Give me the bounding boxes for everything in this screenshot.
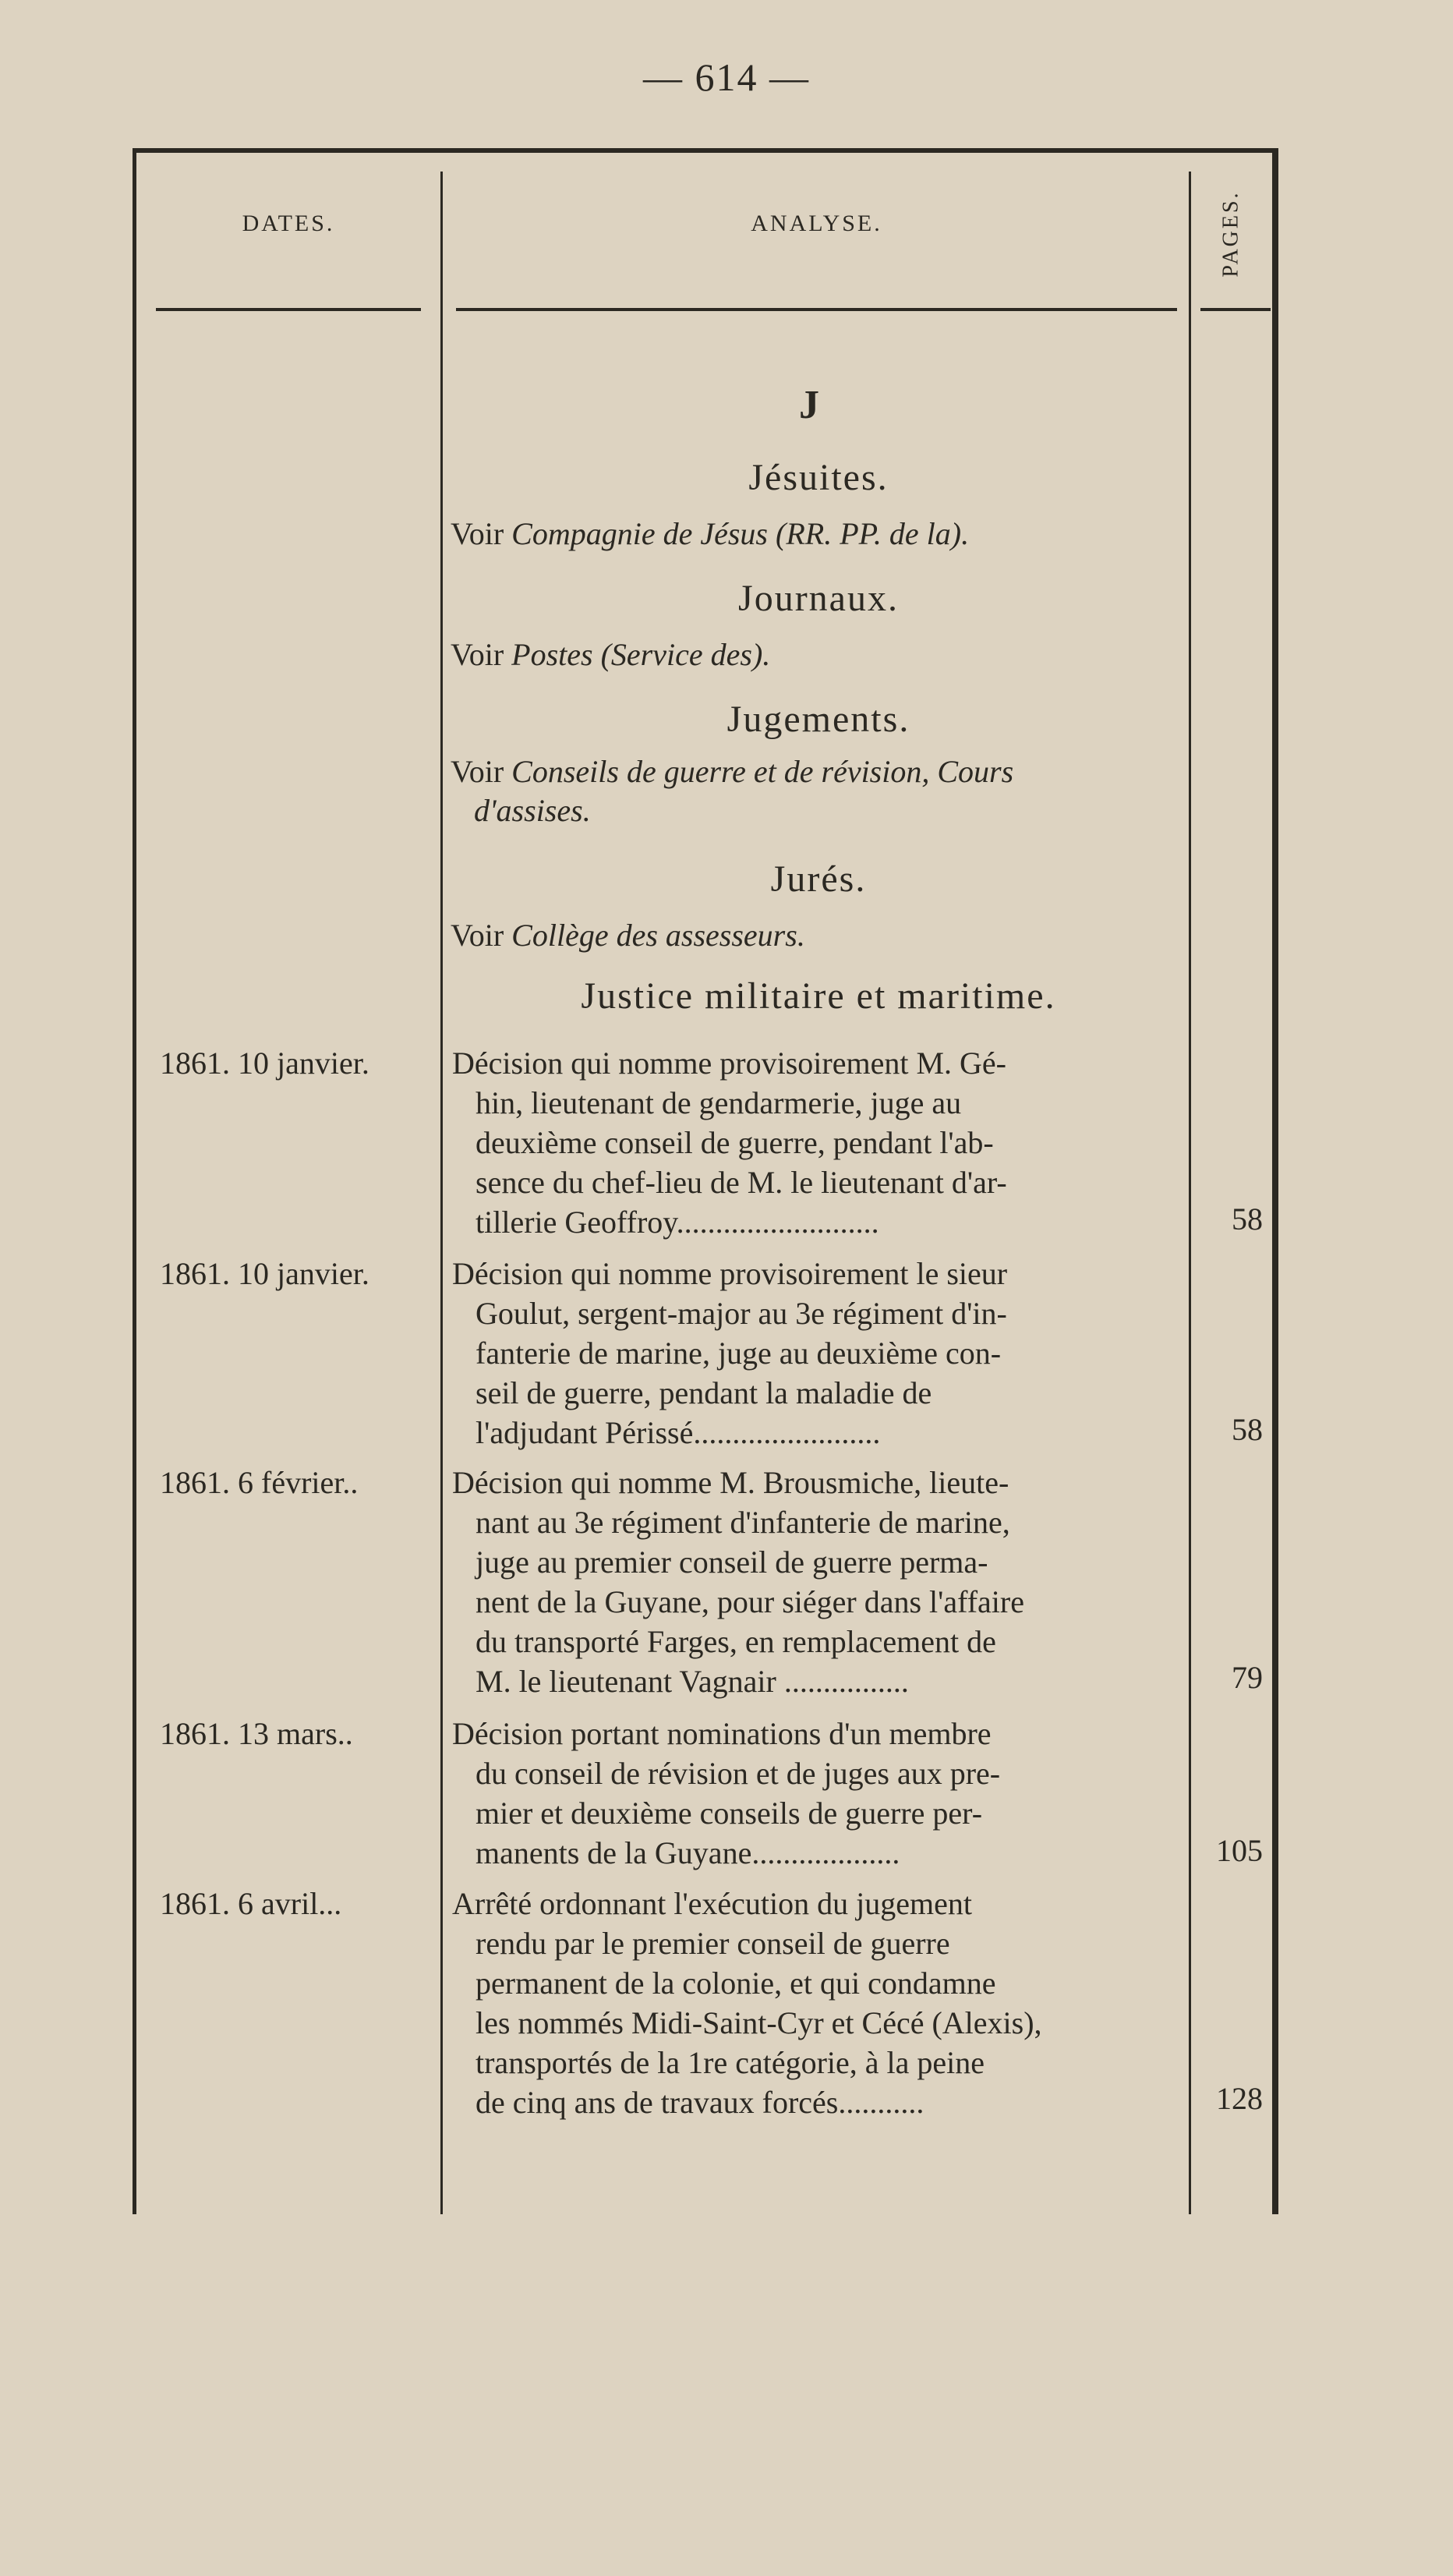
entry-text: Décision qui nomme M. Brousmiche, lieute- nant au 3e régiment d'infanterie de marine, juge au premier conseil de guerre perma- nent de la Guyane, pour siéger dans l'affaire du transporté Farges, en remplacement de M. le lieutenant Vagnair ................ — [452, 1465, 1024, 1699]
table-left-rule — [133, 148, 136, 2214]
heading-jesuites: Jésuites. — [748, 457, 889, 498]
header-pages: PAGES. — [1219, 190, 1243, 278]
entry-text: Décision qui nomme provisoirement le sieur Goulut, sergent-major au 3e régiment d'in- fanterie de marine, juge au deuxième con- seil de guerre, pendant la maladie de l'adjudant Périssé........................ — [452, 1256, 1008, 1450]
header-dates: DATES. — [242, 211, 335, 236]
entry-page: 58 — [1232, 1412, 1263, 1447]
see-ref-journaux: Voir Postes (Service des). — [451, 637, 771, 672]
entry-text: Décision portant nominations d'un membre du conseil de révision et de juges aux pre- mier et deuxième conseils de guerre per- manents de la Guyane................... — [452, 1716, 1001, 1870]
see-ref-jugements: Voir Conseils de guerre et de révision, Cours d'assises. — [451, 754, 1014, 828]
entry-page: 105 — [1216, 1833, 1263, 1868]
entry-date: 1861. 10 janvier. — [160, 1046, 369, 1081]
entry-date: 1861. 13 mars.. — [160, 1716, 353, 1751]
column-divider-pages — [1189, 172, 1191, 2214]
entry-date: 1861. 6 avril... — [160, 1886, 342, 1921]
entry-page: 58 — [1232, 1201, 1263, 1237]
entry-page: 79 — [1232, 1660, 1263, 1695]
header-rule-analyse — [456, 308, 1177, 311]
see-ref-jures: Voir Collège des assesseurs. — [451, 918, 805, 953]
header-rule-pages — [1200, 308, 1271, 311]
header-rule-dates — [156, 308, 421, 311]
table-top-rule — [133, 148, 1278, 153]
page-number: — 614 — — [643, 55, 810, 99]
header-analyse: ANALYSE. — [751, 211, 882, 236]
entry-text: Arrêté ordonnant l'exécution du jugement rendu par le premier conseil de guerre permanent de la colonie, et qui condamne les nommés Midi-Saint-Cyr et Cécé (Alexis), transportés de la 1re catégorie, à la peine de cinq ans de travaux forcés........... — [452, 1886, 1042, 2120]
entry-text: Décision qui nomme provisoirement M. Gé- hin, lieutenant de gendarmerie, juge au deuxième conseil de guerre, pendant l'ab- sence du chef-lieu de M. le lieutenant d'ar- tillerie Geoffroy.......................... — [452, 1046, 1007, 1240]
heading-justice: Justice militaire et maritime. — [581, 975, 1056, 1017]
table-right-rule — [1272, 148, 1278, 2214]
entry-page: 128 — [1216, 2081, 1263, 2116]
entry-date: 1861. 10 janvier. — [160, 1256, 369, 1291]
entry-date: 1861. 6 février.. — [160, 1465, 359, 1500]
heading-jugements: Jugements. — [726, 699, 910, 740]
heading-journaux: Journaux. — [738, 578, 899, 619]
see-ref-jesuites: Voir Compagnie de Jésus (RR. PP. de la). — [451, 516, 970, 551]
heading-jures: Jurés. — [770, 858, 867, 900]
section-letter: J — [799, 383, 819, 427]
